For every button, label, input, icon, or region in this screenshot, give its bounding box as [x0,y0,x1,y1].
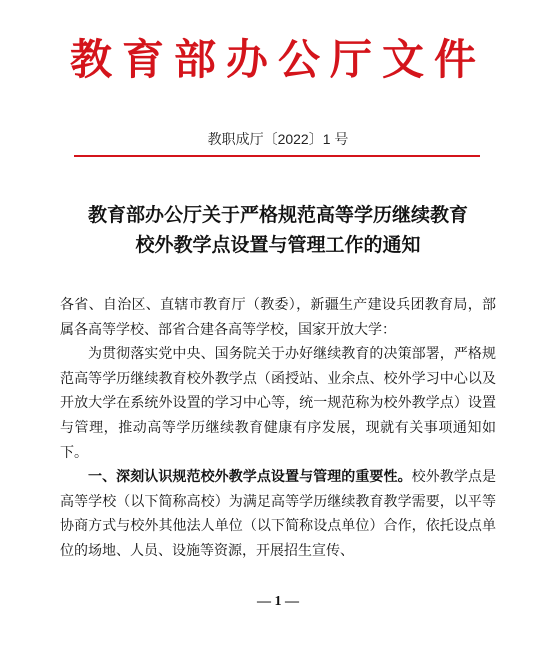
issuing-office-header: 教育部办公厅文件 [69,35,486,84]
document-title-line-2: 校外教学点设置与管理工作的通知 [135,234,421,256]
section-1-text: 校外教学点是高等学校（以下简称高校）为满足高等学历继续教育教学需要，以平等协商方式与校外其他法人单位（以下简称设点单位）合作，依托设点单位的场地、人员、设施等资源，开展招生宣传、 [60,469,497,559]
red-separator-line [74,155,480,157]
document-number: 教职成厅〔2022〕1 号 [207,131,349,147]
page-number: — 1 — [257,594,299,609]
document-body [60,293,496,564]
document-title-line-1: 教育部办公厅关于严格规范高等学历继续教育 [87,204,468,226]
intro-paragraph: 为贯彻落实党中央、国务院关于办好继续教育的决策部署，严格规范高等学历继续教育校外教学点（函授站、业余点、校外学习中心以及开放大学在系统外设置的学习中心等，统一规范称为校外教学点）设置与管理，推动高等学历继续教育健康有序发展，现就有关事项通知如下。 [60,346,496,461]
addressees: 各省、自治区、直辖市教育厅（教委），新疆生产建设兵团教育局，部属各高等学校、部省合建各高等学校，国家开放大学： [60,297,496,338]
section-1-heading: 一、深刻认识规范校外教学点设置与管理的重要性。 [88,469,412,486]
section-1-paragraph [60,465,496,563]
